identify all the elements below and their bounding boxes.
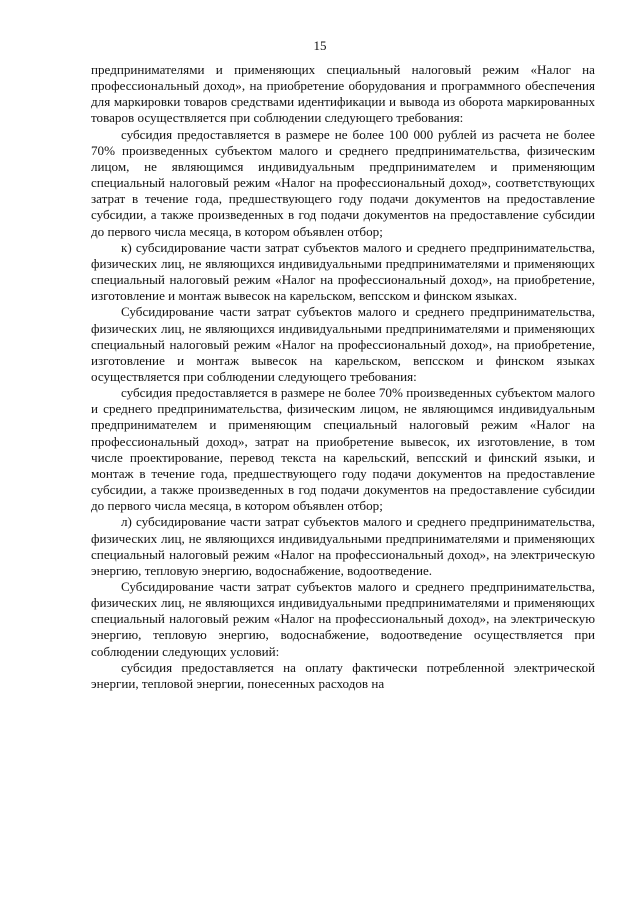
paragraph-item-k: к) субсидирование части затрат субъектов малого и среднего предпринимательства, физических лиц, не являющихся индивидуальными предпринимателями и применяющих специальный налоговый режим «Налог на профессиональный доход», на приобретение, изготовление и монтаж вывесок на карельском, вепсском и финском языках. xyxy=(91,239,595,304)
paragraph-continuation: предпринимателями и применяющих специальный налоговый режим «Налог на профессиональный доход», на приобретение оборудования и программного обеспечения для маркировки товаров средствами идентификации и вывода из оборота маркированных товаров осуществляется при соблюдении следующего требования: xyxy=(91,62,595,126)
paragraph-subsidy-condition-utilities: субсидия предоставляется на оплату фактически потребленной электрической энергии, тепловой энергии, понесенных расходов на xyxy=(91,659,595,691)
paragraph-signage-requirements: Субсидирование части затрат субъектов малого и среднего предпринимательства, физических лиц, не являющихся индивидуальными предпринимателями и применяющих специальный налоговый режим «Налог на профессиональный доход», на приобретение, изготовление и монтаж вывесок на карельском, вепсском и финском языках осуществляется при соблюдении следующего требования: xyxy=(91,304,595,384)
paragraph-item-l: л) субсидирование части затрат субъектов малого и среднего предпринимательства, физических лиц, не являющихся индивидуальными предпринимателями и применяющих специальный налоговый режим «Налог на профессиональный доход», на электрическую энергию, тепловую энергию, водоснабжение, водоотведение. xyxy=(91,514,595,578)
paragraph-subsidy-condition-equipment: субсидия предоставляется в размере не более 100 000 рублей из расчета не более 70% произведенных субъектом малого и среднего предпринимательства, физическим лицом, не являющимся индивидуальным предпринимателем и применяющим специальный налоговый режим «Налог на профессиональный доход», соответствующих затрат в течение года, предшествующего году подачи документов на предоставление субсидии, а также произведенных в год подачи документов на предоставление субсидии до первого числа месяца, в котором объявлен отбор; xyxy=(91,126,595,239)
paragraph-utilities-requirements: Субсидирование части затрат субъектов малого и среднего предпринимательства, физических лиц, не являющихся индивидуальными предпринимателями и применяющих специальный налоговый режим «Налог на профессиональный доход», на электрическую энергию, тепловую энергию, водоснабжение, водоотведение осуществляется при соблюдении следующих условий: xyxy=(91,579,595,659)
paragraph-subsidy-condition-signage: субсидия предоставляется в размере не более 70% произведенных субъектом малого и среднего предпринимательства, физическим лицом, не являющимся индивидуальным предпринимателем и применяющим специальный налоговый режим «Налог на профессиональный доход», затрат на приобретение вывесок, их изготовление, в том числе проектирование, перевод текста на карельский, вепсский и финский языки, и монтаж в течение года, предшествующего году подачи документов на предоставление субсидии, а также произведенных в год подачи документов на предоставление субсидии до первого числа месяца, в котором объявлен отбор; xyxy=(91,385,595,514)
page-number: 15 xyxy=(313,38,327,53)
document-body xyxy=(91,62,595,692)
